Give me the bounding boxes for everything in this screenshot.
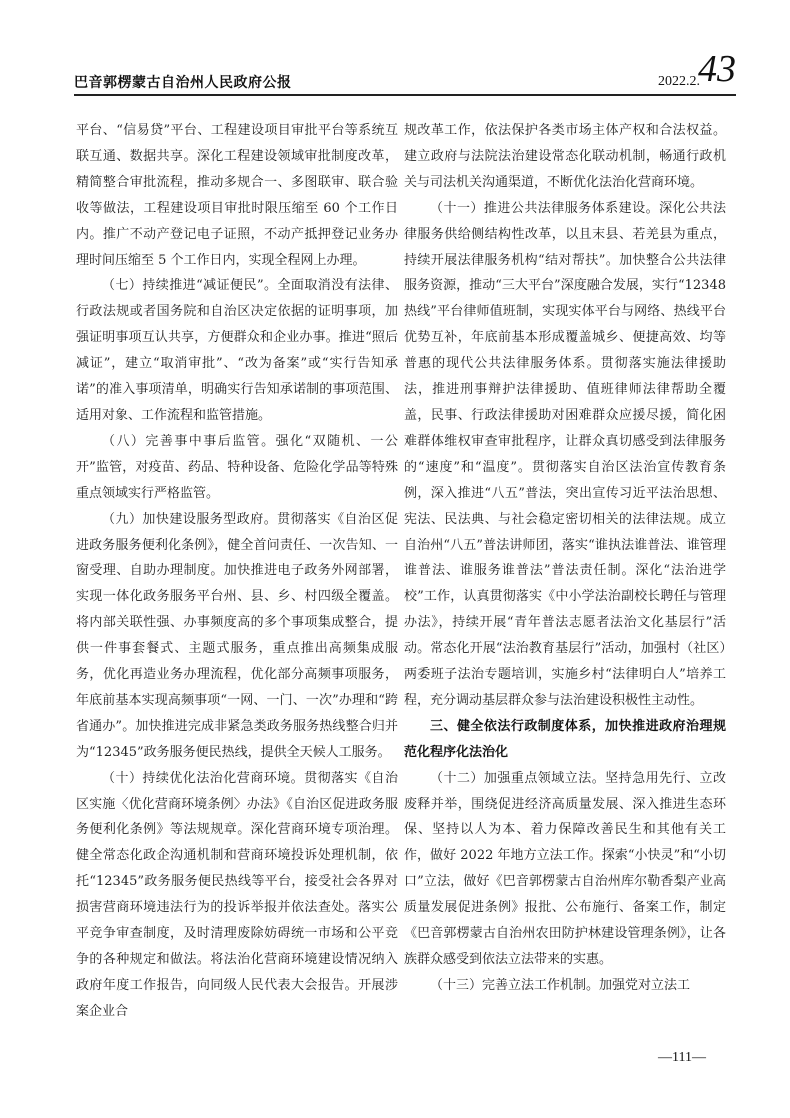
paragraph: （十）持续优化法治化营商环境。贯彻落实《自治区实施〈优化营商环境条例〉办法》《自治区促进政务服务便利化条例》等法规规章。深化营商环境专项治理。健全常态化政企沟通机制和营商环境投诉处理机制，依托“12345”政务服务便民热线等平台，接受社会各界对损害营商环境违法行为的投诉举报并依法查处。落实公平竞争审查制度，及时清理废除妨碍统一市场和公平竞争的各种规定和做法。将法治化营商环境建设情况纳入政府年度工作报告，向同级人民代表大会报告。开展涉案企业合 bbox=[76, 770, 398, 1019]
paragraph: 平台、“信易贷”平台、工程建设项目审批平台等系统互联互通、数据共享。深化工程建设领域审批制度改革，精简整合审批流程，推动多规合一、多图联审、联合验收等做法，工程建设项目审批时限压缩至 60 个工作日内。推广不动产登记电子证照，不动产抵押登记业务办理时间压缩至 5 个工作日内，实现全程网上办理。 bbox=[76, 123, 398, 268]
paragraph: （八）完善事中事后监管。强化“双随机、一公开”监管，对疫苗、药品、特种设备、危险化学品等特殊重点领域实行严格监管。 bbox=[76, 433, 398, 501]
left-column bbox=[76, 118, 398, 1025]
section-heading: 三、健全依法行政制度体系，加快推进政府治理规范化程序化法治化 bbox=[404, 718, 726, 760]
paragraph: （九）加快建设服务型政府。贯彻落实《自治区促进政务服务便利化条例》，健全首问责任、一次告知、一窗受理、自助办理制度。加快推进电子政务外网部署，实现一体化政务服务平台州、县、乡、村四级全覆盖。将内部关联性强、办事频度高的多个事项集成整合，提供一件事套餐式、主题式服务，重点推出高频集成服务，优化再造业务办理流程，优化部分高频事项服务，年底前基本实现高频事项“一网、一门、一次”办理和“跨省通办”。加快推进完成非紧急类政务服务热线整合归并为“12345”政务服务便民热线，提供全天候人工服务。 bbox=[76, 511, 398, 760]
paragraph: （十三）完善立法工作机制。加强党对立法工 bbox=[430, 977, 691, 993]
publication-title: 巴音郭楞蒙古自治州人民政府公报 bbox=[74, 75, 292, 91]
issue-date: 2022.2. bbox=[658, 74, 700, 89]
page-folio: —111— bbox=[658, 1050, 706, 1065]
paragraph: （七）持续推进“减证便民”。全面取消没有法律、行政法规或者国务院和自治区决定依据的证明事项，加强证明事项互认共享，方便群众和企业办事。推进“照后减证”，建立“取消审批”、“改为备案”或“实行告知承诺”的准入事项清单，明确实行告知承诺制的事项范围、适用对象、工作流程和监管措施。 bbox=[76, 278, 398, 423]
page-header bbox=[74, 48, 736, 92]
right-column bbox=[404, 118, 726, 999]
paragraph: （十二）加强重点领域立法。坚持急用先行、立改废释并举，围绕促进经济高质量发展、深入推进生态环保、坚持以人为本、着力保障改善民生和其他有关工作，做好 2022 年地方立法工作。探索“小快灵”和“小切口”立法，做好《巴音郭楞蒙古自治州库尔勒香梨产业高质量发展促进条例》报批、公布施行、备案工作，制定《巴音郭楞蒙古自治州农田防护林建设管理条例》，让各族群众感受到依法立法带来的实惠。 bbox=[404, 770, 726, 967]
header-page-number: 43 bbox=[698, 48, 736, 90]
header-rule bbox=[74, 94, 736, 96]
paragraph: （十一）推进公共法律服务体系建设。深化公共法律服务供给侧结构性改革，以且末县、若羌县为重点，持续开展法律服务机构“结对帮扶”。加快整合公共法律服务资源，推动“三大平台”深度融合发展，实行“12348 热线”平台律师值班制，实现实体平台与网络、热线平台优势互补，年底前基本形成覆盖城乡、便捷高效、均等普惠的现代公共法律服务体系。贯彻落实施法律援助法，推进刑事辩护法律援助、值班律师法律帮助全覆盖，民事、行政法律援助对困难群众应援尽援，简化困难群体维权审查审批程序，让群众真切感受到法律服务的“速度”和“温度”。贯彻落实自治区法治宣传教育条例，深入推进“八五”普法，突出宣传习近平法治思想、宪法、民法典、与社会稳定密切相关的法律法规。成立自治州“八五”普法讲师团，落实“谁执法谁普法、谁管理谁普法、谁服务谁普法”普法责任制。深化“法治进学校”工作，认真贯彻落实《中小学法治副校长聘任与管理办法》，持续开展“青年普法志愿者法治文化基层行”活动。常态化开展“法治教育基层行”活动，加强村（社区）两委班子法治专题培训，实施乡村“法律明白人”培养工程，充分调动基层群众参与法治建设积极性主动性。 bbox=[404, 200, 726, 708]
paragraph: 规改革工作，依法保护各类市场主体产权和合法权益。建立政府与法院法治建设常态化联动机制，畅通行政机关与司法机关沟通渠道，不断优化法治化营商环境。 bbox=[404, 123, 726, 190]
